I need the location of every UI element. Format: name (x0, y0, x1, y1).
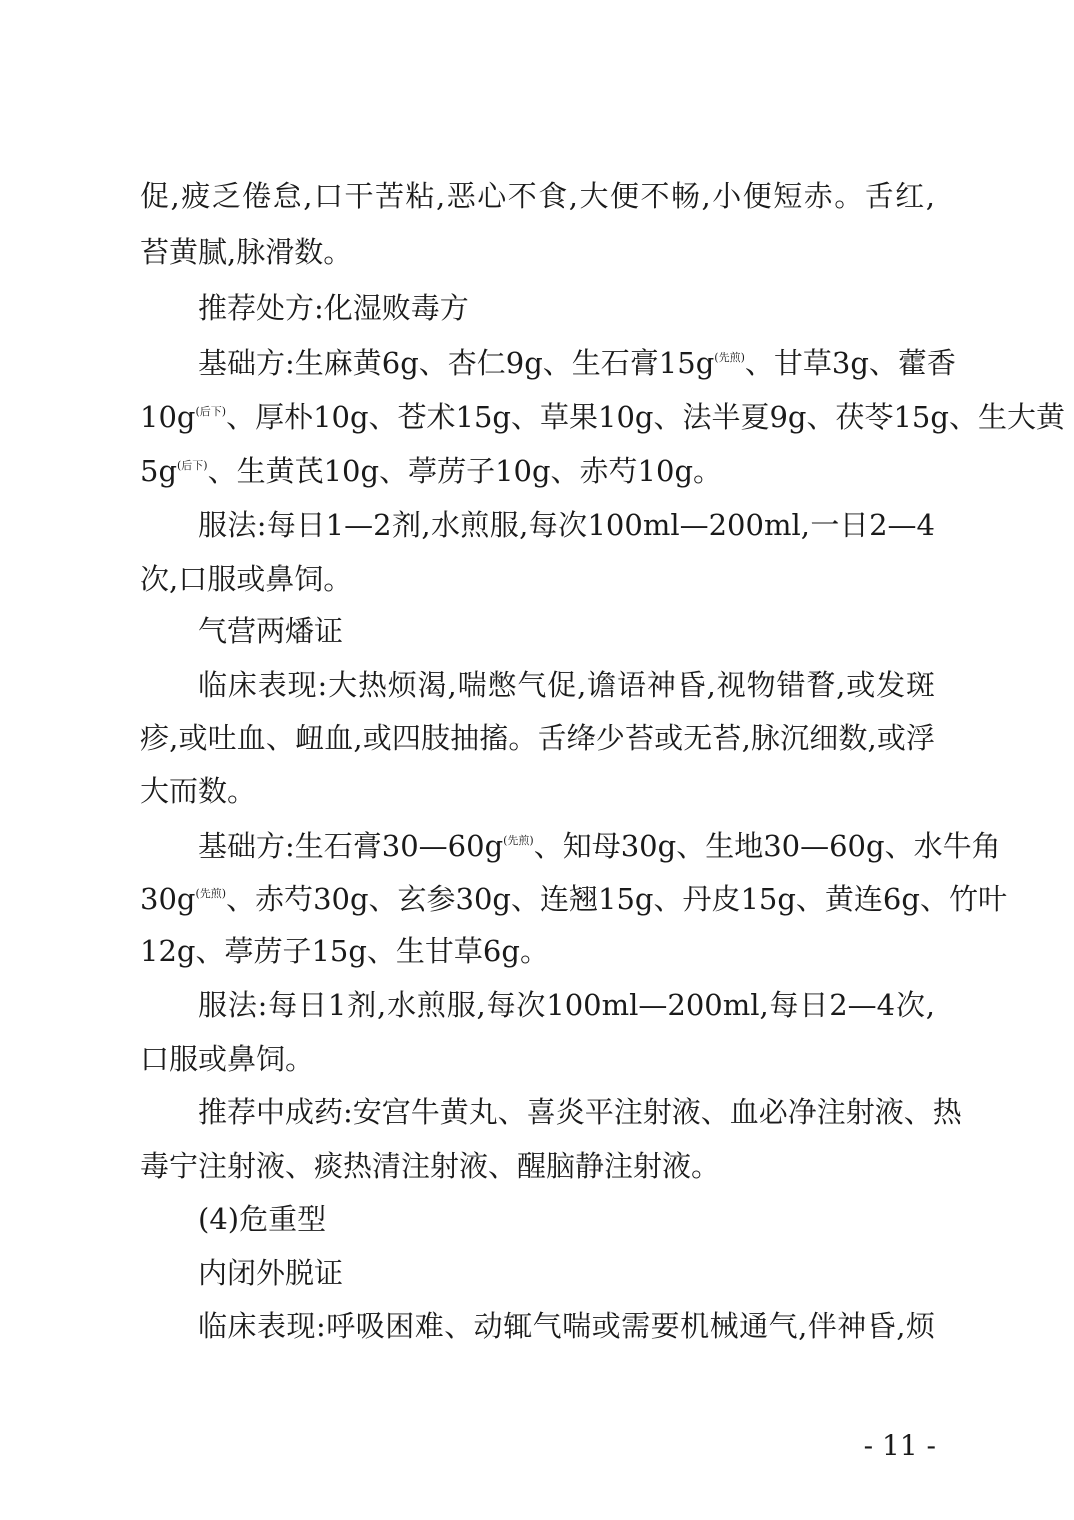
paragraph-line: 基础方:生石膏$30—60g^{(先煎)}$、知母30g、生地30—60g、水牛角 (198, 829, 1001, 863)
paragraph-line: 基础方:生麻黄6g、杏仁9g、生石膏$15g^{(先煎)}$、甘草3g、藿香 (198, 346, 956, 380)
section-heading: (4)危重型 (198, 1202, 327, 1236)
paragraph-line: 临床表现:大热烦渴,喘憋气促,谵语神昏,视物错瞀,或发斑 (198, 668, 935, 702)
paragraph-line: 临床表现:呼吸困难、动辄气喘或需要机械通气,伴神昏,烦 (198, 1309, 935, 1343)
paragraph-line: 疹,或吐血、衄血,或四肢抽搐。舌绛少苔或无苔,脉沉细数,或浮 (140, 721, 935, 755)
paragraph-line: 毒宁注射液、痰热清注射液、醒脑静注射液。 (140, 1149, 721, 1183)
paragraph-line: 12g、葶苈子15g、生甘草6g。 (140, 934, 549, 968)
section-heading: 内闭外脱证 (198, 1256, 344, 1290)
paragraph-line: 苔黄腻,脉滑数。 (140, 235, 353, 269)
decoction-note: (先煎) (714, 351, 745, 364)
paragraph-line: 次,口服或鼻饲。 (140, 562, 353, 596)
paragraph-line: 服法:每日1—2剂,水煎服,每次100ml—200ml,一日2—4 (198, 508, 935, 542)
paragraph-line: $10g^{(后下)}$、厚朴10g、苍术15g、草果10g、法半夏9g、茯苓15g、生大黄 (140, 400, 1065, 434)
decoction-note: (后下) (177, 459, 208, 472)
paragraph-line: 服法:每日1剂,水煎服,每次100ml—200ml,每日2—4次, (198, 988, 935, 1022)
decoction-note: (后下) (195, 405, 227, 418)
paragraph-line: $30g^{(先煎)}$、赤芍30g、玄参30g、连翘15g、丹皮15g、黄连6g、竹叶 (140, 882, 1007, 916)
paragraph-line: 促,疲乏倦怠,口干苦粘,恶心不食,大便不畅,小便短赤。舌红, (140, 179, 935, 213)
section-heading: 气营两燔证 (198, 614, 344, 648)
decoction-note: (先煎) (195, 887, 227, 900)
paragraph-line: 口服或鼻饲。 (140, 1042, 315, 1076)
paragraph-line: 大而数。 (140, 774, 257, 808)
decoction-note: (先煎) (503, 834, 534, 847)
page-number: - 11 - (863, 1429, 936, 1462)
paragraph-line: 推荐中成药:安宫牛黄丸、喜炎平注射液、血必净注射液、热 (198, 1095, 962, 1129)
paragraph-line: $5g^{(后下)}$、生黄芪10g、葶苈子10g、赤芍10g。 (140, 454, 723, 488)
prescription-heading: 推荐处方:化湿败毒方 (198, 291, 469, 325)
